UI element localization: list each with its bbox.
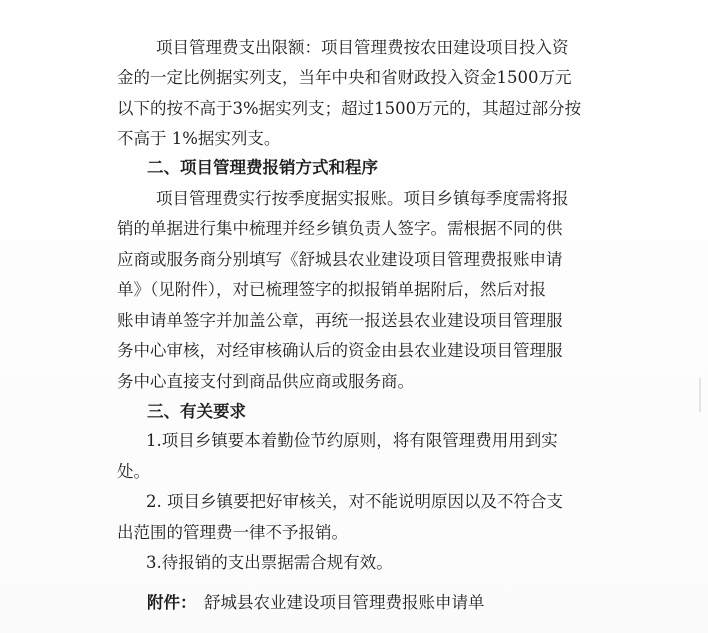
requirement-3-line-1: 3.待报销的支出票据需合规有效。 — [146, 553, 393, 572]
section-2-line-4: 单》（见附件），对已梳理签字的拟报销单据附后，然后对报 — [117, 280, 546, 299]
section-2-line-1: 项目管理费实行按季度据实报账。项目乡镇每季度需将报 — [156, 189, 569, 208]
requirement-2-line-1: 2. 项目乡镇要把好审核关，对不能说明原因以及不符合支 — [146, 492, 563, 511]
intro-line-3: 以下的按不高于3%据实列支；超过1500万元的，其超过部分按 — [117, 99, 582, 118]
attachment-text: 舒城县农业建设项目管理费报账申请单 — [204, 593, 485, 612]
intro-line-1: 项目管理费支出限额：项目管理费按农田建设项目投入资 — [156, 38, 569, 57]
requirement-2-line-2: 出范围的管理费一律不予报销。 — [117, 523, 348, 542]
attachment-label: 附件： — [147, 593, 197, 612]
scan-edge-mark — [699, 378, 701, 412]
requirement-1-line-1: 1.项目乡镇要本着勤俭节约原则，将有限管理费用用到实 — [146, 431, 558, 450]
section-2-line-6: 务中心审核，对经审核确认后的资金由县农业建设项目管理服 — [117, 341, 563, 360]
section-2-line-7: 务中心直接支付到商品供应商或服务商。 — [117, 372, 414, 391]
section-3-heading: 三、有关要求 — [147, 402, 246, 421]
section-2-line-3: 应商或服务商分别填写《舒城县农业建设项目管理费报账申请 — [117, 250, 563, 269]
requirement-1-line-2: 处。 — [117, 462, 150, 481]
section-2-line-2: 销的单据进行集中梳理并经乡镇负责人签字。需根据不同的供 — [117, 219, 563, 238]
intro-line-2: 金的一定比例据实列支，当年中央和省财政投入资金1500万元 — [117, 68, 572, 87]
section-2-line-5: 账申请单签字并加盖公章，再统一报送县农业建设项目管理服 — [117, 311, 563, 330]
intro-line-4: 不高于 1%据实列支。 — [117, 129, 281, 148]
section-2-heading: 二、项目管理费报销方式和程序 — [147, 158, 378, 177]
